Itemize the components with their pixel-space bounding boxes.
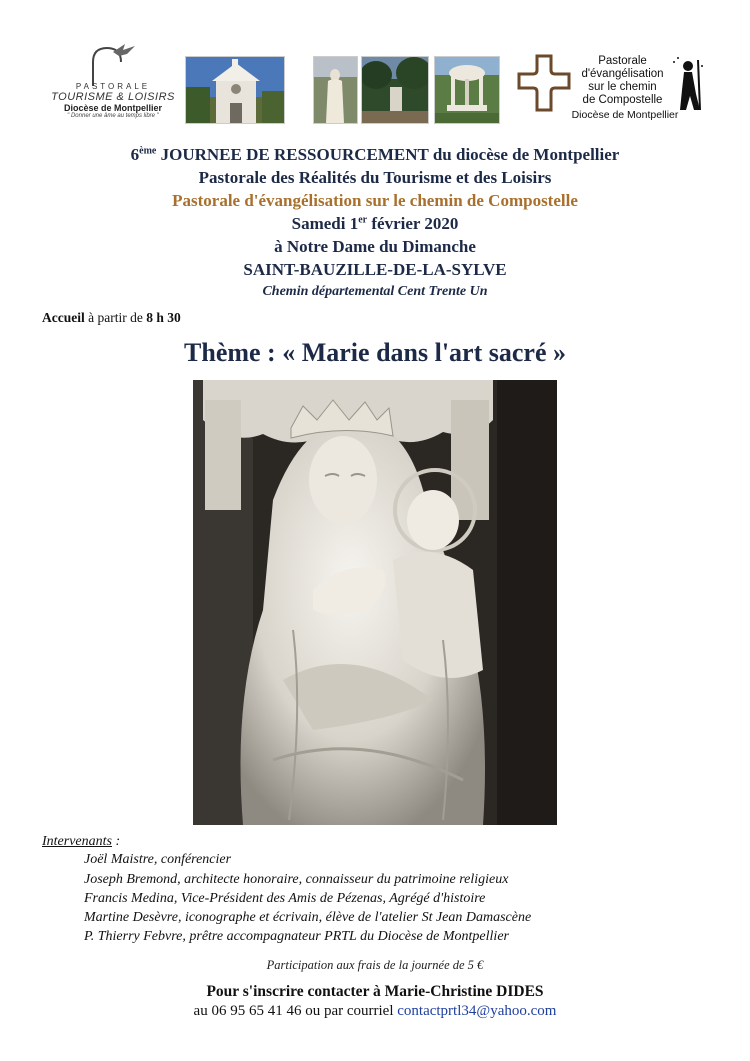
contact-phone-text: au 06 95 65 41 46 ou par courriel <box>193 1003 398 1019</box>
bird-arch-icon <box>83 42 143 86</box>
event-date <box>0 214 750 234</box>
compostelle-logo-text <box>565 55 680 107</box>
logo-diocese-text: Diocèse de Montpellier <box>63 103 163 113</box>
event-title <box>0 145 750 165</box>
virgin-and-child-statue-image <box>193 380 557 825</box>
event-road: Chemin départemental Cent Trente Un <box>262 284 488 299</box>
edition-number: 6 <box>130 145 140 164</box>
contact-email-link[interactable]: contactprtl34@yahoo.com <box>397 1003 557 1019</box>
date-sup: er <box>358 214 368 226</box>
speaker-item: Joël Maistre, conférencier <box>84 852 232 867</box>
event-subtitle-compostelle: Pastorale d'évangélisation sur le chemin de Compostelle <box>172 191 578 210</box>
date-suffix: février 2020 <box>367 214 459 233</box>
church-photo <box>185 56 285 124</box>
logo-pastorale-text: PASTORALE <box>75 82 151 91</box>
garden-statue-photo <box>361 56 429 124</box>
speaker-item: Francis Medina, Vice-Président des Amis de Pézenas, Agrégé d'histoire <box>84 891 486 906</box>
event-town: SAINT-BAUZILLE-DE-LA-SYLVE <box>243 260 507 279</box>
speaker-item: Joseph Bremond, architecte honoraire, connaisseur du patrimoine religieux <box>84 872 509 887</box>
speakers-heading <box>42 834 120 850</box>
compostelle-line3: sur le chemin <box>588 81 657 93</box>
speakers-heading-label: Intervenants <box>42 834 112 849</box>
event-title-text: JOURNEE DE RESSOURCEMENT du diocèse de Montpellier <box>156 145 620 164</box>
pilgrim-walker-icon <box>670 56 706 112</box>
theme-label: Thème : <box>184 338 283 367</box>
compostelle-line4: de Compostelle <box>582 94 663 106</box>
madonna-photo <box>313 56 358 124</box>
speaker-item: P. Thierry Febvre, prêtre accompagnateur PRTL du Diocèse de Montpellier <box>84 929 509 944</box>
edition-suffix: ème <box>139 145 157 157</box>
participation-fee: Participation aux frais de la journée de 5 € <box>266 958 484 972</box>
logo-tagline: " Donner une âme au temps libre " <box>67 113 159 119</box>
event-subtitle-tourisme: Pastorale des Réalités du Tourisme et des Loisirs <box>198 168 552 187</box>
compostelle-line2: d'évangélisation <box>581 68 664 80</box>
speaker-item: Martine Desèvre, iconographe et écrivain, élève de l'atelier St Jean Damascène <box>84 910 532 925</box>
contact-line <box>0 1003 750 1020</box>
accueil-middle: à partir de <box>84 310 147 325</box>
rotunda-photo <box>434 56 500 124</box>
accueil-time: 8 h 30 <box>146 310 181 325</box>
date-prefix: Samedi 1 <box>291 214 359 233</box>
compostelle-line1: Pastorale <box>598 55 647 67</box>
theme-value: « Marie dans l'art sacré » <box>282 338 566 367</box>
speakers-heading-colon: : <box>111 834 121 849</box>
logo-tourisme-text: TOURISME & LOISIRS <box>51 91 175 103</box>
compostelle-diocese: Diocèse de Montpellier <box>571 109 679 121</box>
pastorale-tourisme-logo <box>48 42 178 128</box>
theme-heading <box>0 338 750 368</box>
accueil-line <box>42 310 181 326</box>
registration-line: Pour s'inscrire contacter à Marie-Christine DIDES <box>206 983 544 1000</box>
accueil-label: Accueil <box>42 310 85 325</box>
event-venue: à Notre Dame du Dimanche <box>274 237 476 256</box>
